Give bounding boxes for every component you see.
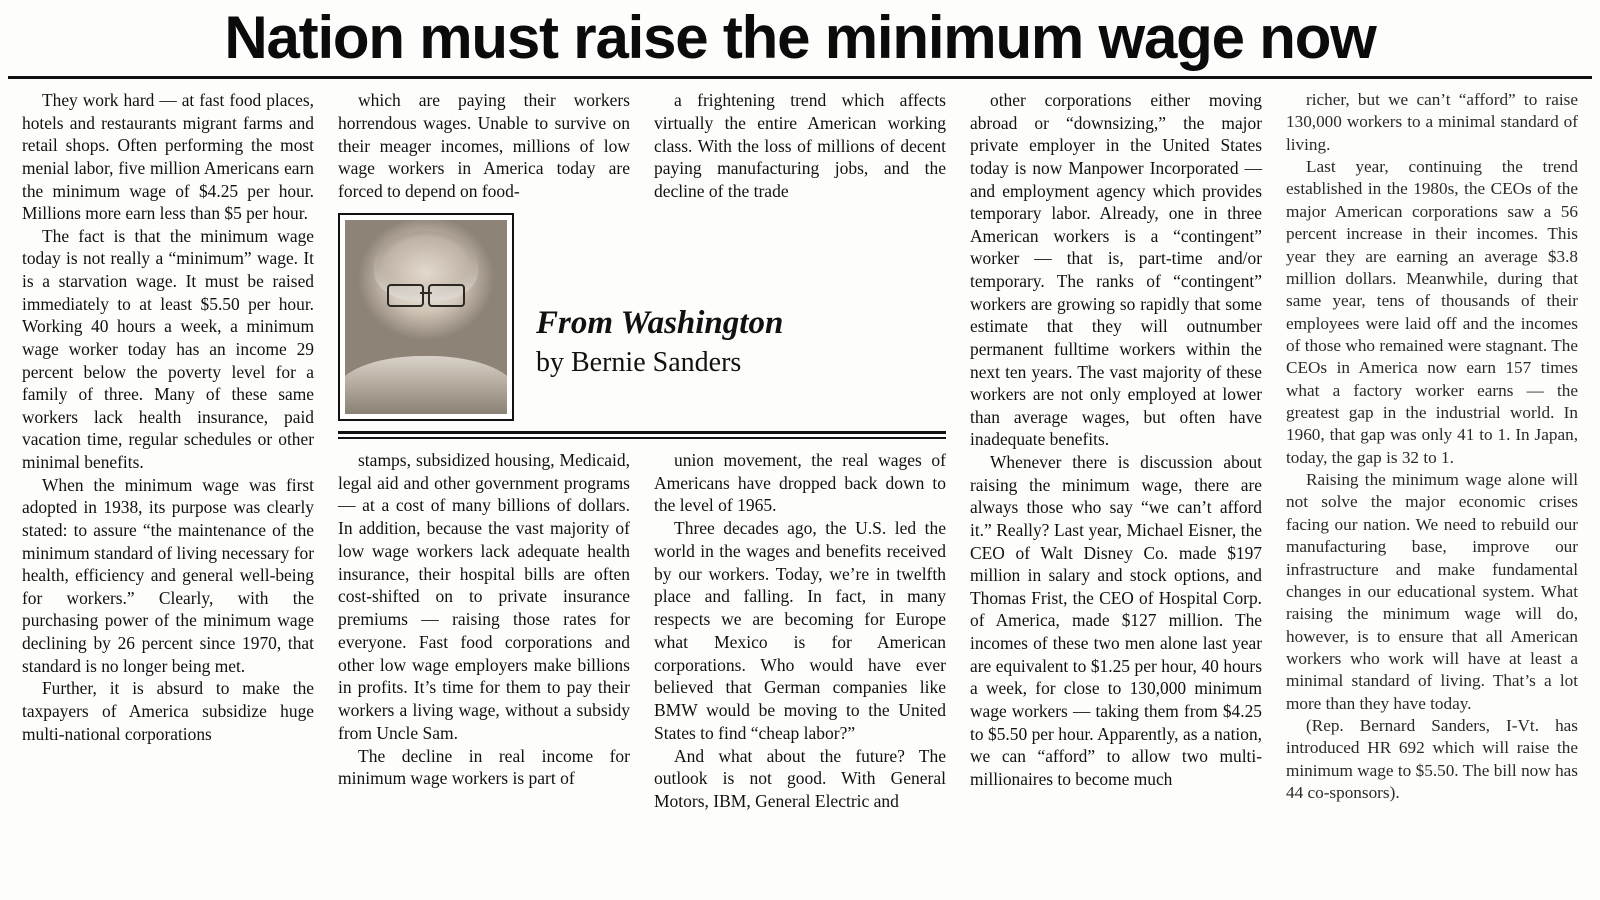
paragraph: Whenever there is discussion about raising the minimum wage, there are always those who say “we can’t afford it.” Really? Last year, Michael Eisner, the CEO of Walt Disney Co. made $197 million in salary and stock options, and Thomas Frist, the CEO of Hospital Corp. of America, made $127 million. The incomes of these two men alone last year are equivalent to $1.25 per hour, 40 hours a week, for close to 130,000 minimum wage workers — taking them from $4.25 to $5.50 per hour. Apparently, as a nation, we can “afford” to allow two multi-millionaires to become much <box>970 452 1262 789</box>
column-2-3-group <box>326 89 958 813</box>
column-1 <box>10 89 326 745</box>
masthead-title: From Washington <box>536 304 784 341</box>
column-3-top <box>642 89 946 203</box>
masthead-text <box>514 213 783 380</box>
column-4 <box>958 89 1274 790</box>
paragraph: Further, it is absurd to make the taxpayers of America subsidize huge multi-national corporations <box>22 678 314 744</box>
paragraph: a frightening trend which affects virtually the entire American working class. With the loss of millions of decent paying manufacturing jobs, and the decline of the trade <box>654 90 946 201</box>
paragraph: richer, but we can’t “afford” to raise 130,000 workers to a minimal standard of living. <box>1286 90 1578 154</box>
portrait-image <box>345 220 507 414</box>
masthead-bottom-text <box>338 449 946 813</box>
paragraph: When the minimum wage was first adopted in 1938, its purpose was clearly stated: to assure “the maintenance of the minimum standard of living necessary for health, efficiency and general well-being for workers.” Clearly, with the purchasing power of the minimum wage declining by 26 percent since 1970, that standard is no longer being met. <box>22 474 314 676</box>
masthead-divider <box>338 431 946 439</box>
paragraph: The decline in real income for minimum wage workers is part of <box>338 745 630 789</box>
article-columns <box>0 89 1600 813</box>
column-3-bottom <box>642 449 946 813</box>
masthead-top-text <box>338 89 946 203</box>
page-title: Nation must raise the minimum wage now <box>224 4 1376 71</box>
paragraph: Three decades ago, the U.S. led the world in the wages and benefits received by our workers. Today, we’re in twelfth place and falling. In fact, in many respects we are becoming for Europe what Mexico is for American corporations. Who would have ever believed that German companies like BMW would be moving to the United States to find “cheap labor?” <box>654 518 946 743</box>
paragraph: stamps, subsidized housing, Medicaid, legal aid and other government programs — at a cost of many billions of dollars. In addition, because the vast majority of low wage workers lack adequate health insurance, their hospital bills are often cost-shifted on to private insurance premiums — raising those rates for everyone. Fast food corporations and other low wage employers make billions in profits. It’s time for them to pay their workers a living wage, without a subsidy from Uncle Sam. <box>338 449 630 743</box>
paragraph: which are paying their workers horrendous wages. Unable to survive on their meager incomes, millions of low wage workers in America today are forced to depend on food- <box>338 90 630 201</box>
paragraph: union movement, the real wages of Americans have dropped back down to the level of 1965. <box>654 449 946 516</box>
author-portrait <box>338 213 514 421</box>
paragraph: And what about the future? The outlook is not good. With General Motors, IBM, General Electric and <box>654 745 946 811</box>
column-5 <box>1274 89 1590 805</box>
paragraph: They work hard — at fast food places, hotels and restaurants migrant farms and retail shops. Often performing the most menial labor, five million Americans earn the minimum wage of $4.25 per hour. Millions more earn less than $5 per hour. <box>22 90 314 224</box>
headline-divider <box>8 76 1592 79</box>
paragraph: The fact is that the minimum wage today is not really a “minimum” wage. It is a starvation wage. It must be raised immediately to at least $5.50 per hour. Working 40 hours a week, a minimum wage worker today has an income 29 percent below the poverty level for a family of three. Many of these same workers lack health insurance, paid vacation time, regular schedules or other minimal benefits. <box>22 225 314 472</box>
column-2-bottom <box>338 449 642 813</box>
paragraph: (Rep. Bernard Sanders, I-Vt. has introduced HR 692 which will raise the minimum wage to $5.50. The bill now has 44 co-sponsors). <box>1286 716 1578 803</box>
glasses-icon <box>387 284 465 303</box>
paragraph: Last year, continuing the trend established in the 1980s, the CEOs of the major American corporations saw a 56 percent increase in their incomes. This year they are earning an average $3.8 million dollars. Meanwhile, during that same year, tens of thousands of their employees were laid off and the incomes of those who remained were stagnant. The CEOs in America now earn 157 times what a factory worker earns — the greatest gap in the industrial world. In 1960, that gap was only 41 to 1. In Japan, today, the gap is 32 to 1. <box>1286 157 1578 467</box>
column-2-top <box>338 89 642 203</box>
paragraph: Raising the minimum wage alone will not solve the major economic crises facing our nation. We need to rebuild our manufacturing base, improve our infrastructure and make fundamental changes in our educational system. What raising the minimum wage will do, however, is to ensure that all American workers who work will have at least a minimal standard of living. That’s a lot more than they have today. <box>1286 470 1578 713</box>
masthead-byline: by Bernie Sanders <box>536 347 742 379</box>
column-masthead <box>338 213 946 421</box>
paragraph: other corporations either moving abroad or “downsizing,” the major private employer in the United States today is now Manpower Incorporated — and employment agency which provides temporary labor. Already, one in three American workers is a “contingent” worker — that is, part-time and/or temporary. The ranks of “contingent” workers are growing so rapidly that some estimate that they will outnumber permanent fulltime workers within the next ten years. The vast majority of these workers are not only employed at lower than average wages, but often have inadequate benefits. <box>970 90 1262 450</box>
